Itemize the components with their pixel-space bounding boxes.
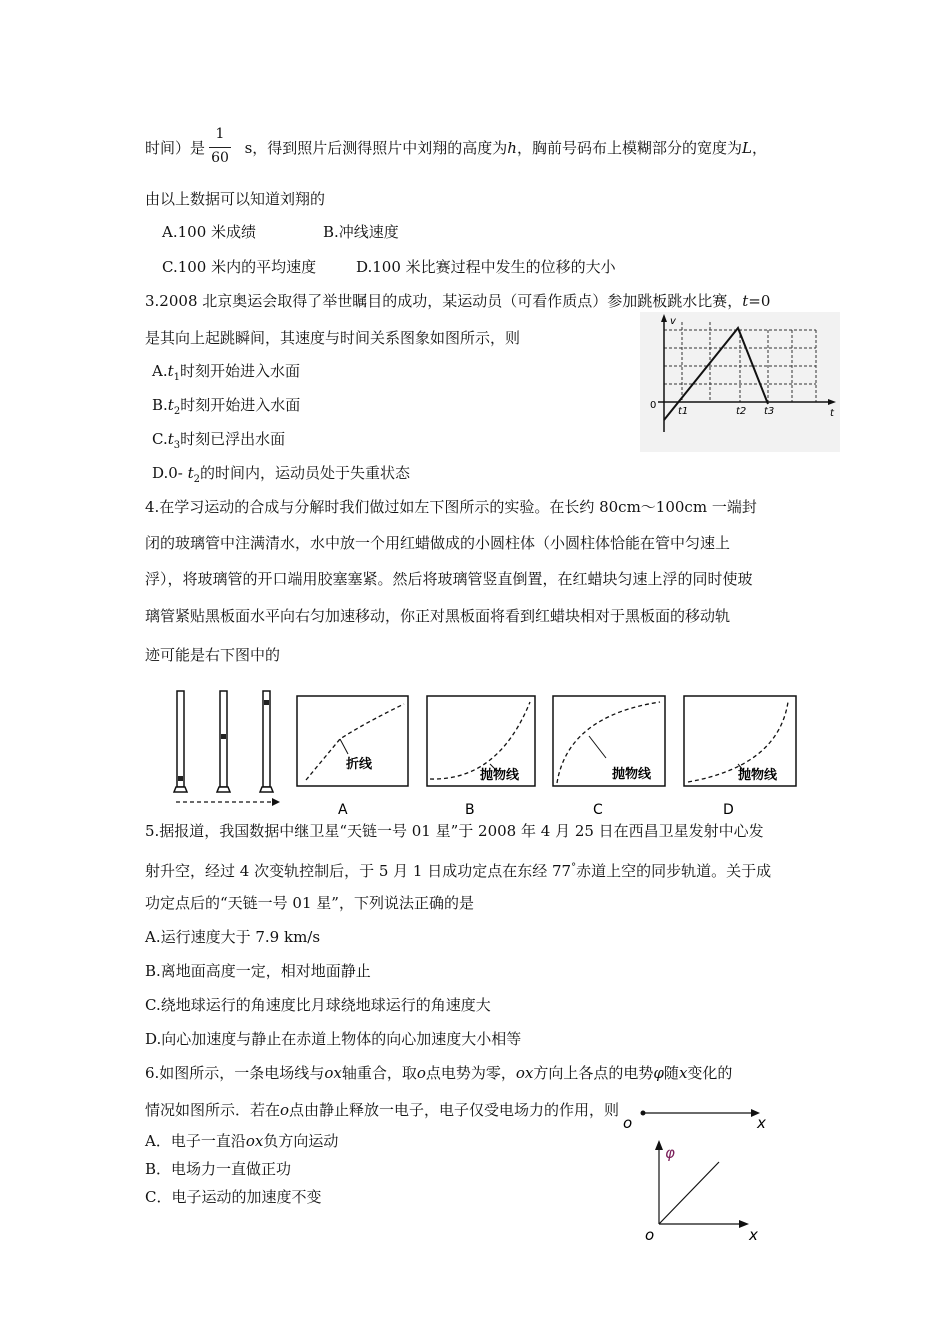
top-label-x: x bbox=[757, 1114, 766, 1132]
q3-opt-c-text: 时刻已浮出水面 bbox=[180, 430, 286, 448]
q6-l1-o: o bbox=[416, 1064, 426, 1082]
q3-opt-c-sub: 3 bbox=[173, 440, 181, 451]
q6-option-b: B．电场力一直做正功 bbox=[145, 1160, 292, 1178]
q5-option-d: D.向心加速度与静止在赤道上物体的向心加速度大小相等 bbox=[145, 1030, 522, 1048]
q6-l1-c: 点电势为零， bbox=[425, 1064, 516, 1082]
q6-l1-ox: ox bbox=[324, 1064, 342, 1082]
panel-c-label: 抛物线 bbox=[612, 767, 652, 782]
q6-line2 bbox=[145, 1100, 619, 1120]
panel-b-label: 抛物线 bbox=[480, 768, 520, 783]
q6-l1-d: 方向上各点的电势 bbox=[533, 1064, 654, 1082]
q6-option-c: C．电子运动的加速度不变 bbox=[145, 1188, 322, 1206]
q3-opt-b-sub: 2 bbox=[173, 406, 181, 417]
phi-line bbox=[659, 1162, 719, 1224]
q3-opt-a-sub: 1 bbox=[173, 372, 181, 383]
q3-line1 bbox=[145, 291, 770, 311]
q2-option-a: A.100 米成绩 bbox=[162, 223, 256, 241]
q5-line3: 功定点后的“天链一号 01 星”，下列说法正确的是 bbox=[145, 894, 474, 912]
q3-opt-b-prefix: B. bbox=[152, 396, 168, 414]
q5-line1: 5.据报道，我国数据中继卫星“天链一号 01 星”于 2008 年 4 月 25 日在西昌卫星发射中心发 bbox=[145, 822, 764, 840]
q3-opt-d-sub: 2 bbox=[193, 474, 201, 485]
wax-block-1 bbox=[178, 776, 183, 781]
q6-l1-ox2: ox bbox=[515, 1064, 534, 1082]
q3-option-a bbox=[152, 361, 300, 388]
q6-l1-e: 随 bbox=[663, 1064, 679, 1082]
fraction-bar bbox=[209, 147, 231, 148]
fraction-numerator: 1 bbox=[215, 126, 225, 142]
q2-var-L: L bbox=[741, 139, 752, 157]
q6-l2-b: 点由静止释放一电子，电子仅受电场力的作用，则 bbox=[289, 1101, 620, 1119]
q3-opt-a-prefix: A. bbox=[152, 362, 168, 380]
q3-option-b bbox=[152, 395, 300, 422]
graph-origin: 0 bbox=[650, 400, 657, 411]
motion-arrow-head bbox=[272, 798, 280, 806]
q2-option-d: D.100 米比赛过程中发生的位移的大小 bbox=[356, 258, 616, 276]
q6-l2-a: 情况如图所示．若在 bbox=[145, 1101, 281, 1119]
panel-d-caption: D bbox=[723, 802, 734, 818]
q6-l1-f: 变化的 bbox=[687, 1064, 733, 1082]
q3-opt-b-text: 时刻开始进入水面 bbox=[180, 396, 301, 414]
q5-line2-post: 赤道上空的同步轨道。关于成 bbox=[576, 862, 772, 880]
q3-opt-d-prefix: D.0- bbox=[152, 464, 188, 482]
tube-3-base bbox=[260, 787, 273, 792]
fraction-denominator: 60 bbox=[211, 150, 229, 166]
q2-var-h: h bbox=[507, 139, 517, 157]
wax-block-3 bbox=[264, 700, 269, 705]
tube-1-base bbox=[174, 787, 187, 792]
q5-option-c: C.绕地球运行的角速度比月球绕地球运行的角速度大 bbox=[145, 996, 491, 1014]
q6-l1-b: 轴重合，取 bbox=[341, 1064, 417, 1082]
panel-a-frame bbox=[297, 696, 408, 786]
graph-label-t: t bbox=[830, 408, 834, 419]
tube-3 bbox=[263, 691, 270, 787]
q3-option-d bbox=[152, 463, 410, 490]
q3-opt-d-var: t bbox=[187, 464, 194, 482]
q6-opt-a-a: A．电子一直沿 bbox=[145, 1132, 246, 1150]
graph-t3: t3 bbox=[764, 406, 775, 417]
q3-opt-c-var: t bbox=[167, 430, 174, 448]
q3-opt-b-var: t bbox=[167, 396, 174, 414]
q5-line2-pre: 射升空，经过 4 次变轨控制后，于 5 月 1 日成功定点在东经 77 bbox=[145, 862, 572, 880]
q3-line1-end: =0 bbox=[748, 292, 771, 310]
q2-line1-pre: 时间）是 bbox=[145, 139, 206, 157]
q6-l1-a: 6.如图所示，一条电场线与 bbox=[145, 1064, 325, 1082]
q2-line1 bbox=[145, 138, 767, 158]
x-arrow bbox=[739, 1220, 749, 1228]
q6-option-a bbox=[145, 1131, 338, 1151]
q3-option-c bbox=[152, 429, 285, 456]
q3-opt-d-text: 的时间内，运动员处于失重状态 bbox=[200, 464, 411, 482]
bottom-label-o: o bbox=[645, 1226, 655, 1244]
q4-line-5: 迹可能是右下图中的 bbox=[145, 646, 281, 664]
graph-t2: t2 bbox=[736, 406, 747, 417]
wax-block-2 bbox=[221, 734, 226, 739]
q4-line-4: 璃管紧贴黑板面水平向右匀加速移动，你正对黑板面将看到红蜡块相对于黑板面的移动轨 bbox=[145, 607, 731, 625]
q3-line2: 是其向上起跳瞬间，其速度与时间关系图象如图所示，则 bbox=[145, 329, 521, 347]
panel-d-label: 抛物线 bbox=[738, 768, 778, 783]
q6-line1 bbox=[145, 1063, 732, 1083]
q4-line-3: 浮），将玻璃管的开口端用胶塞塞紧。然后将玻璃管竖直倒置，在红蜡块匀速上浮的同时使玻 bbox=[145, 570, 753, 588]
q5-line2 bbox=[145, 858, 771, 881]
q4-line-1: 4.在学习运动的合成与分解时我们做过如左下图所示的实验。在长约 80cm～100cm 一端封 bbox=[145, 498, 757, 516]
q2-line1-end: ， bbox=[751, 139, 767, 157]
q3-opt-c-prefix: C. bbox=[152, 430, 168, 448]
panel-a-caption: A bbox=[338, 802, 348, 818]
q3-opt-a-text: 时刻开始进入水面 bbox=[180, 362, 301, 380]
q2-line2: 由以上数据可以知道刘翔的 bbox=[145, 190, 326, 208]
bottom-label-x: x bbox=[749, 1226, 758, 1244]
top-label-o: o bbox=[623, 1114, 633, 1132]
q3-opt-a-var: t bbox=[167, 362, 174, 380]
graph-label-v: v bbox=[670, 316, 676, 327]
velocity-time-graph bbox=[640, 312, 840, 452]
q2-option-b: B.冲线速度 bbox=[323, 223, 399, 241]
phi-arrow bbox=[655, 1140, 663, 1150]
panel-c-caption: C bbox=[593, 802, 603, 818]
tube-1 bbox=[177, 691, 184, 787]
q6-l2-o: o bbox=[280, 1101, 290, 1119]
q6-opt-a-ox: ox bbox=[245, 1132, 264, 1150]
trajectory-figure bbox=[168, 686, 818, 824]
q6-opt-a-b: 负方向运动 bbox=[263, 1132, 339, 1150]
panel-b-caption: B bbox=[465, 802, 475, 818]
q6-l1-phi: φ bbox=[653, 1064, 664, 1082]
q2-option-c: C.100 米内的平均速度 bbox=[162, 258, 317, 276]
potential-figure bbox=[615, 1104, 775, 1244]
q5-degree: ° bbox=[571, 862, 577, 873]
panel-a-label: 折线 bbox=[346, 757, 373, 772]
graph-t1: t1 bbox=[678, 406, 689, 417]
q6-l1-x: x bbox=[678, 1064, 688, 1082]
q3-line1-text: 3.2008 北京奥运会取得了举世瞩目的成功，某运动员（可看作质点）参加跳板跳水比赛， bbox=[145, 292, 743, 310]
tube-2-base bbox=[217, 787, 230, 792]
q2-line1-post: s，得到照片后测得照片中刘翔的高度为 bbox=[244, 139, 508, 157]
glass-tubes bbox=[174, 691, 273, 792]
q3-var-t: t bbox=[742, 292, 749, 310]
q5-option-b: B.离地面高度一定，相对地面静止 bbox=[145, 962, 371, 980]
q5-option-a: A.运行速度大于 7.9 km/s bbox=[145, 928, 321, 946]
q2-line1-post2: ，胸前号码布上模糊部分的宽度为 bbox=[516, 139, 742, 157]
label-phi: φ bbox=[665, 1144, 675, 1162]
q4-line-2: 闭的玻璃管中注满清水，水中放一个用红蜡做成的小圆柱体（小圆柱体恰能在管中匀速上 bbox=[145, 534, 731, 552]
